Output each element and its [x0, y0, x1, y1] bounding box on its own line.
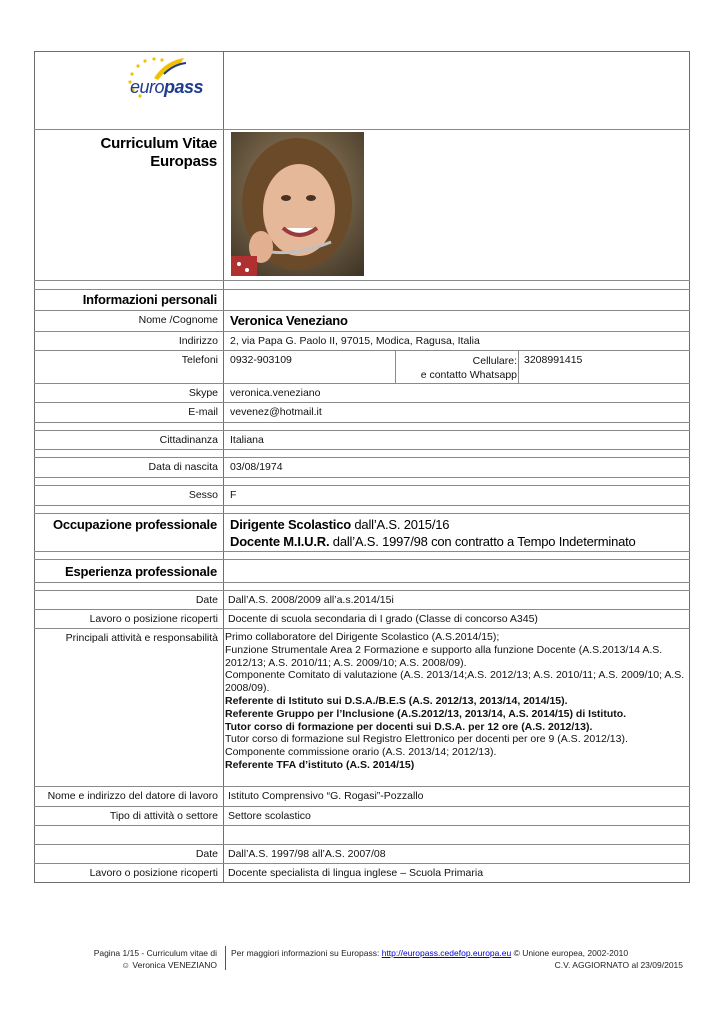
cell-divider	[518, 350, 519, 383]
row-divider	[34, 485, 690, 486]
citizenship-value: Italiana	[230, 434, 264, 446]
email-value[interactable]: vevenez@hotmail.it	[230, 406, 322, 418]
profile-photo	[231, 132, 364, 276]
row-divider	[34, 331, 690, 332]
citizenship-label: Cittadinanza	[159, 434, 218, 446]
mobile-label-line-1: Cellulare:	[472, 355, 517, 367]
activity-item: Componente commissione orario (A.S. 2013/14; 2012/13).	[225, 746, 497, 759]
phone-label: Telefoni	[181, 354, 218, 366]
job-value-2: Docente specialista di lingua inglese – Scuola Primaria	[228, 867, 484, 879]
activity-item: Tutor corso di formazione per docenti sui D.S.A. per 12 ore (A.S. 2012/13).	[225, 720, 593, 733]
skype-label: Skype	[188, 387, 218, 399]
phone-value: 0932-903109	[230, 354, 292, 366]
mobile-label	[421, 354, 517, 382]
email-label: E-mail	[188, 406, 218, 418]
footer-separator	[225, 946, 226, 970]
occupation-line-1	[230, 517, 449, 532]
mobile-value: 3208991415	[524, 354, 583, 366]
employer-label: Nome e indirizzo del datore di lavoro	[47, 790, 218, 802]
footer-owner-line: ☺ Veronica VENEZIANO	[121, 960, 217, 970]
row-divider	[34, 289, 690, 290]
title-line-2: Europass	[150, 153, 217, 170]
row-divider	[34, 477, 690, 478]
row-divider	[34, 457, 690, 458]
row-divider	[34, 129, 690, 130]
mobile-label-line-2: e contatto Whatsapp	[420, 369, 517, 381]
activities-list	[225, 631, 685, 772]
row-divider	[34, 609, 690, 610]
column-divider	[223, 51, 224, 883]
logo-text-euro: euro	[130, 77, 165, 97]
occupation-since-2: dall’A.S. 1997/98 con contratto a Tempo Indeterminato	[329, 534, 636, 549]
footer-updated: C.V. AGGIORNATO al 23/09/2015	[554, 960, 683, 970]
activity-item: Funzione Strumentale Area 2 Formazione e supporto alla funzione Docente (A.S.2013/14 A.S. 2012/13; A.S. 2010/11; A.S. 2009/10; A.S. 2008/09).	[225, 643, 663, 669]
row-divider	[34, 786, 690, 787]
row-divider	[34, 844, 690, 845]
row-divider	[34, 582, 690, 583]
row-divider	[34, 310, 690, 311]
row-divider	[34, 628, 690, 629]
row-divider	[34, 590, 690, 591]
row-divider	[34, 825, 690, 826]
row-divider	[34, 863, 690, 864]
logo-text-pass: pass	[164, 77, 204, 97]
row-divider	[34, 422, 690, 423]
page-title	[100, 135, 217, 171]
row-divider	[34, 513, 690, 514]
row-divider	[34, 505, 690, 506]
occupation-line-2	[230, 534, 636, 549]
sex-label: Sesso	[188, 489, 218, 501]
section-occupation: Occupazione professionale	[52, 517, 217, 532]
activity-item: Tutor corso di formazione sul Registro Elettronico per docenti per ore 9 (A.S. 2012/13).	[225, 733, 628, 746]
address-value: 2, via Papa G. Paolo II, 97015, Modica, Ragusa, Italia	[230, 335, 480, 347]
row-divider	[34, 350, 690, 351]
activity-item: Primo collaboratore del Dirigente Scolastico (A.S.2014/15);	[225, 631, 500, 643]
footer-info	[231, 948, 628, 958]
row-divider	[34, 449, 690, 450]
date-value-1: Dall’A.S. 2008/2009 all’a.s.2014/15i	[228, 594, 394, 606]
job-label-1: Lavoro o posizione ricoperti	[89, 613, 218, 625]
row-divider	[34, 402, 690, 403]
job-label-2: Lavoro o posizione ricoperti	[89, 867, 218, 879]
row-divider	[34, 280, 690, 281]
row-divider	[34, 806, 690, 807]
europass-logo	[124, 52, 214, 100]
sector-label: Tipo di attività o settore	[109, 810, 218, 822]
occupation-role-1: Dirigente Scolastico	[230, 517, 351, 532]
occupation-since-1: dall’A.S. 2015/16	[350, 517, 450, 532]
cell-divider	[395, 350, 396, 383]
occupation-role-2: Docente M.I.U.R.	[230, 534, 330, 549]
date-value-2: Dall’A.S. 1997/98 all’A.S. 2007/08	[228, 848, 386, 860]
section-experience: Esperienza professionale	[65, 564, 217, 579]
sector-value: Settore scolastico	[228, 810, 311, 822]
row-divider	[34, 383, 690, 384]
date-label-1: Date	[195, 594, 218, 606]
date-label-2: Date	[195, 848, 218, 860]
employer-value: Istituto Comprensivo “G. Rogasi”-Pozzallo	[228, 790, 424, 802]
footer-page-info	[94, 948, 217, 970]
skype-value: veronica.veneziano	[230, 387, 321, 399]
birth-date-label: Data di nascita	[148, 461, 218, 473]
activity-item: Referente TFA d’istituto (A.S. 2014/15)	[225, 758, 415, 771]
title-line-1: Curriculum Vitae	[100, 135, 217, 152]
activity-item: Referente di Istituto sui D.S.A./B.E.S (A.S. 2012/13, 2013/14, 2014/15).	[225, 694, 568, 707]
birth-date-value: 03/08/1974	[230, 461, 283, 473]
europass-link[interactable]: http://europass.cedefop.europa.eu	[381, 948, 512, 958]
row-divider	[34, 559, 690, 560]
activities-label: Principali attività e responsabilità	[65, 632, 218, 644]
footer-page-line: Pagina 1/15 - Curriculum vitae di	[93, 948, 217, 958]
row-divider	[34, 430, 690, 431]
job-value-1: Docente di scuola secondaria di I grado (Classe di concorso A345)	[228, 613, 538, 625]
name-label: Nome /Cognome	[138, 314, 218, 326]
activity-item: Componente Comitato di valutazione (A.S. 2013/14;A.S. 2012/13; A.S. 2010/11; A.S. 2009/10; A.S. 2008/09).	[225, 669, 685, 695]
footer-info-prefix: Per maggiori informazioni su Europass:	[231, 948, 382, 958]
sex-value: F	[230, 489, 237, 501]
row-divider	[34, 551, 690, 552]
portrait-icon	[231, 132, 364, 276]
activity-item: Referente Gruppo per l’Inclusione (A.S.2012/13, 2013/14, A.S. 2014/15) di Istituto.	[225, 707, 627, 720]
address-label: Indirizzo	[178, 335, 218, 347]
footer-info-suffix: © Unione europea, 2002-2010	[511, 948, 629, 958]
section-personal-info: Informazioni personali	[82, 292, 217, 307]
name-value: Veronica Veneziano	[230, 313, 348, 328]
